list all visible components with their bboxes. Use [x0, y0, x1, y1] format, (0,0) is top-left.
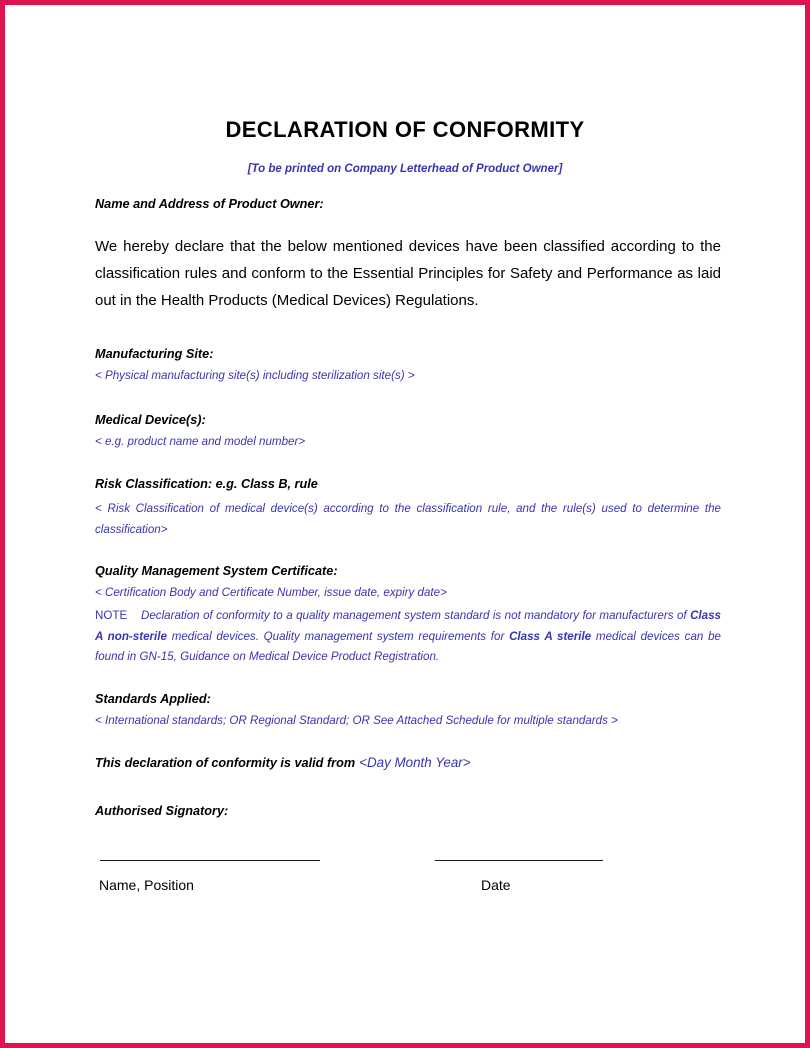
signature-line-date	[435, 860, 603, 861]
document-sheet	[5, 5, 805, 1043]
qms-note	[95, 606, 721, 668]
qms-note-text-3: medical devices can be found in GN-15, Guidance on Medical Device Product Registration.	[95, 629, 721, 663]
qms-note-label: NOTE	[95, 609, 128, 622]
heading-authorised-signatory: Authorised Signatory:	[95, 804, 229, 818]
placeholder-qms-certificate: < Certification Body and Certificate Number, issue date, expiry date>	[95, 586, 447, 599]
heading-manufacturing-site: Manufacturing Site:	[95, 347, 214, 361]
page-title: DECLARATION OF CONFORMITY	[225, 117, 585, 142]
declaration-paragraph: We hereby declare that the below mentioned devices have been classified according to the classification rules and conform to the Essential Principles for Safety and Performance as laid out in the Health Products (Medical Devices) Regulations.	[95, 238, 721, 309]
signature-line-name	[100, 860, 320, 861]
heading-standards-applied: Standards Applied:	[95, 692, 211, 706]
signature-label-name-position: Name, Position	[99, 877, 194, 893]
placeholder-standards-applied: < International standards; OR Regional Standard; OR See Attached Schedule for multiple standards >	[95, 714, 618, 727]
placeholder-manufacturing-site: < Physical manufacturing site(s) including sterilization site(s) >	[95, 369, 415, 382]
qms-note-bold-2: Class A sterile	[509, 629, 592, 643]
qms-note-bold-1: Class A non-sterile	[95, 609, 721, 643]
validity-statement	[95, 755, 471, 770]
heading-product-owner: Name and Address of Product Owner:	[95, 197, 324, 211]
placeholder-medical-devices: < e.g. product name and model number>	[95, 435, 306, 448]
qms-note-text-2: medical devices. Quality management system requirements for	[166, 629, 510, 643]
validity-placeholder: <Day Month Year>	[359, 755, 471, 770]
qms-note-text-1: Declaration of conformity to a quality management system standard is not mandatory for manufacturers of	[140, 609, 691, 622]
heading-medical-devices: Medical Device(s):	[95, 413, 206, 427]
validity-label: This declaration of conformity is valid from	[95, 756, 356, 770]
heading-risk-classification: Risk Classification: e.g. Class B, rule	[95, 477, 318, 491]
signature-label-date: Date	[481, 877, 511, 893]
heading-qms-certificate: Quality Management System Certificate:	[95, 564, 338, 578]
qms-note-body	[95, 609, 721, 663]
letterhead-note: [To be printed on Company Letterhead of Product Owner]	[247, 163, 563, 175]
placeholder-risk-classification: < Risk Classification of medical device(s) according to the classification rule, and the rule(s) used to determine the classification>	[95, 502, 721, 536]
